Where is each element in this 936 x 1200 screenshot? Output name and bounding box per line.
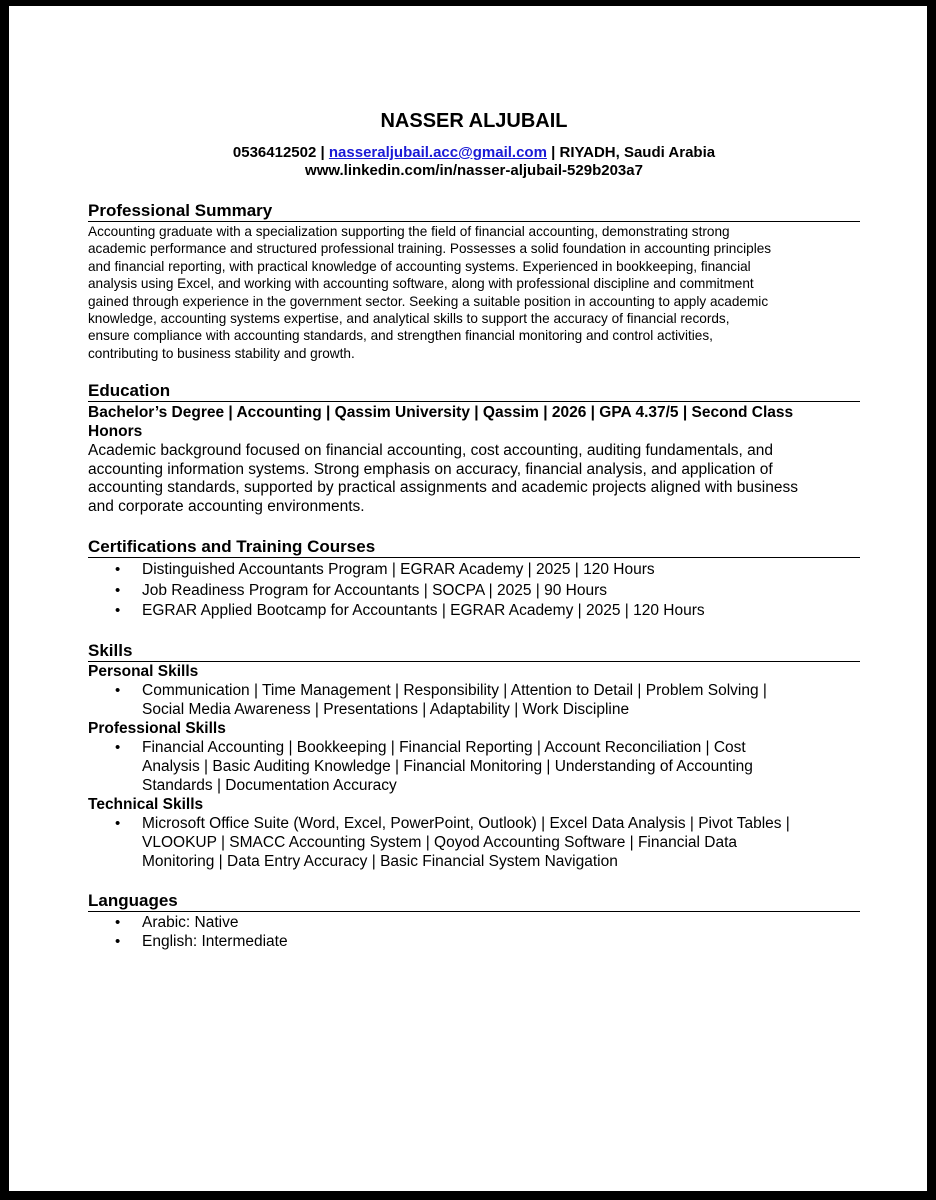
list-item: • Distinguished Accountants Program | EGRAR Academy | 2025 | 120 Hours [88,560,860,581]
separator: | [316,144,329,161]
email-link[interactable]: nasseraljubail.acc@gmail.com [328,144,547,161]
list-item [88,738,860,795]
list-item: • EGRAR Applied Bootcamp for Accountants | EGRAR Academy | 2025 | 120 Hours [88,601,860,622]
summary-line: contributing to business stability and growth. [88,345,355,361]
education-description [88,442,860,516]
summary-line: Accounting graduate with a specialization supporting the field of financial accounting, demonstrating strong [88,224,730,239]
skills-line: Monitoring | Data Entry Accuracy | Basic Financial System Navigation [142,852,618,870]
technical-skills-title: Technical Skills [88,795,204,813]
education-line: accounting information systems. Strong emphasis on accuracy, financial analysis, and application of [88,460,773,478]
education-line: accounting standards, supported by practical assignments and academic projects aligned with business [88,479,798,497]
languages-section [88,891,860,951]
summary-line: academic performance and structured professional training. Possesses a solid foundation in accounting principles [88,241,772,257]
section-title-languages: Languages [88,891,860,912]
linkedin-url: www.linkedin.com/in/nasser-aljubail-529b203a7 [305,162,643,179]
list-item: • Arabic: Native [88,913,860,932]
summary-line: knowledge, accounting systems expertise, and analytical skills to support the accuracy of financial records, [88,311,730,327]
list-item: • Job Readiness Program for Accountants | SOCPA | 2025 | 90 Hours [88,581,860,602]
degree-heading-line: Honors [88,422,143,440]
skills-line: Standards | Documentation Accuracy [142,776,397,794]
skills-line: • Microsoft Office Suite (Word, Excel, PowerPoint, Outlook) | Excel Data Analysis | Pivot Tables | [142,814,790,832]
personal-skills-list [88,681,860,719]
phone-number: 0536412502 [232,144,317,161]
education-section [88,381,860,516]
location: RIYADH, Saudi Arabia [559,144,716,161]
professional-skills-title: Professional Skills [88,719,226,737]
skills-line: Analysis | Basic Auditing Knowledge | Financial Monitoring | Understanding of Accounting [142,757,753,775]
separator: | [546,144,560,161]
resume-content [88,109,860,951]
list-item [88,814,860,871]
resume-page [9,6,927,1191]
technical-skills-list [88,814,860,871]
personal-skills-title: Personal Skills [88,662,199,680]
degree-heading-line: Bachelor’s Degree | Accounting | Qassim University | Qassim | 2026 | GPA 4.37/5 | Second Class [88,404,794,422]
section-title-certifications: Certifications and Training Courses [88,537,860,558]
list-item [88,681,860,719]
skills-line: Social Media Awareness | Presentations | Adaptability | Work Discipline [142,700,630,718]
contact-line [88,144,860,162]
education-line: and corporate accounting environments. [88,497,365,515]
summary-line: and financial reporting, with practical knowledge of accounting systems. Experienced in bookkeeping, financial [88,258,751,274]
skills-section [88,641,860,871]
section-title-education: Education [88,381,860,402]
summary-line: gained through experience in the government sector. Seeking a suitable position in accounting to apply academic [88,293,769,309]
education-line: Academic background focused on financial accounting, cost accounting, auditing fundamentals, and [88,442,774,460]
degree-heading [88,404,860,441]
list-item: • English: Intermediate [88,932,860,951]
summary-line: analysis using Excel, and working with accounting software, along with professional discipline and commitment [88,276,754,292]
languages-list [88,913,860,951]
summary-line: ensure compliance with accounting standards, and strengthen financial monitoring and control activities, [88,328,713,344]
section-title-skills: Skills [88,641,860,662]
summary-section [88,201,860,362]
summary-text [88,223,860,362]
skills-line: VLOOKUP | SMACC Accounting System | Qoyod Accounting Software | Financial Data [142,833,738,851]
skills-line: • Financial Accounting | Bookkeeping | Financial Reporting | Account Reconciliation | Cost [142,738,746,756]
section-title-summary: Professional Summary [88,201,860,222]
candidate-name: NASSER ALJUBAIL [380,110,568,132]
professional-skills-list [88,738,860,795]
skills-line: • Communication | Time Management | Responsibility | Attention to Detail | Problem Solving | [142,681,767,699]
certifications-section [88,537,860,622]
certifications-list [88,560,860,622]
